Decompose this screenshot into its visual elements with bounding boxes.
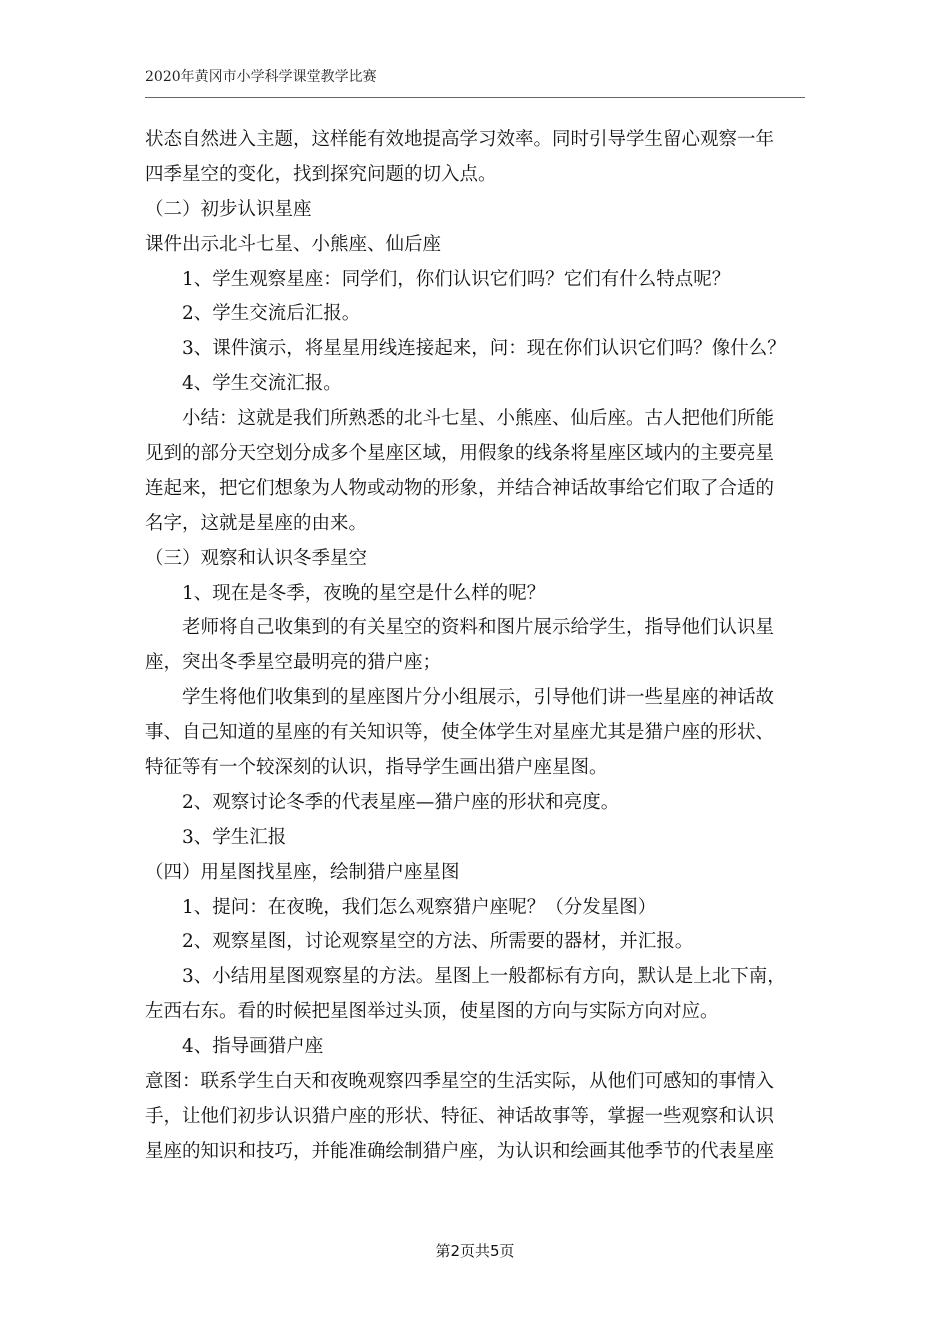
paragraph-line: 事、自己知道的星座的有关知识等，使全体学生对星座尤其是猎户座的形状、 [145,722,775,744]
paragraph-line: 四季星空的变化，找到探究问题的切入点。 [145,163,497,185]
section-heading: （四）用星图找星座，绘制猎户座星图 [145,861,460,883]
list-item: 1、提问：在夜晚，我们怎么观察猎户座呢？（分发星图） [182,896,657,918]
list-item: 1、学生观察星座：同学们，你们认识它们吗？它们有什么特点呢？ [182,268,731,290]
list-item: 2、学生交流后汇报。 [182,303,361,325]
paragraph-line: 学生将他们收集到的星座图片分小组展示，引导他们讲一些星座的神话故 [182,687,775,709]
list-item: 3、小结用星图观察星的方法。星图上一般都标有方向，默认是上北下南， [182,966,786,988]
list-item: 4、学生交流汇报。 [182,373,342,395]
paragraph-line: 特征等有一个较深刻的认识，指导学生画出猎户座星图。 [145,757,608,779]
list-item: 3、学生汇报 [182,826,287,848]
document-header: 2020年黄冈市小学科学课堂教学比赛 [145,69,377,85]
paragraph-line: 手，让他们初步认识猎户座的形状、特征、神话故事等，掌握一些观察和认识 [145,1105,775,1127]
header-divider [145,97,805,98]
section-heading: （二）初步认识星座 [145,198,312,220]
paragraph-line: 左西右东。看的时候把星图举过头顶，使星图的方向与实际方向对应。 [145,1001,719,1023]
paragraph-line: 星座的知识和技巧，并能准确绘制猎户座，为认识和绘画其他季节的代表星座 [145,1140,775,1162]
document-body [145,123,810,1170]
paragraph-line: 老师将自己收集到的有关星空的资料和图片展示给学生，指导他们认识星 [182,617,775,639]
paragraph-line: 课件出示北斗七星、小熊座、仙后座 [145,233,442,255]
paragraph-line: 意图：联系学生白天和夜晚观察四季星空的生活实际，从他们可感知的事情入 [145,1071,775,1093]
list-item: 4、指导画猎户座 [182,1036,324,1058]
section-heading: （三）观察和认识冬季星空 [145,547,368,569]
paragraph-line: 连起来，把它们想象为人物或动物的形象，并结合神话故事给它们取了合适的 [145,477,775,499]
list-item: 1、现在是冬季，夜晚的星空是什么样的呢？ [182,582,546,604]
list-item: 2、观察星图，讨论观察星空的方法、所需要的器材，并汇报。 [182,931,694,953]
list-item: 3、课件演示，将星星用线连接起来，问：现在你们认识它们吗？像什么？ [182,338,786,360]
paragraph-line: 座，突出冬季星空最明亮的猎户座； [145,652,442,674]
paragraph-line: 状态自然进入主题，这样能有效地提高学习效率。同时引导学生留心观察一年 [145,129,775,150]
paragraph-line: 小结：这就是我们所熟悉的北斗七星、小熊座、仙后座。古人把他们所能 [182,408,775,430]
paragraph-line: 名字，这就是星座的由来。 [145,512,368,534]
paragraph-line: 见到的部分天空划分成多个星座区域，用假象的线条将星座区域内的主要亮星 [145,443,775,465]
page-number: 第2页共5页 [435,1242,515,1260]
list-item: 2、观察讨论冬季的代表星座—猎户座的形状和亮度。 [182,791,620,813]
